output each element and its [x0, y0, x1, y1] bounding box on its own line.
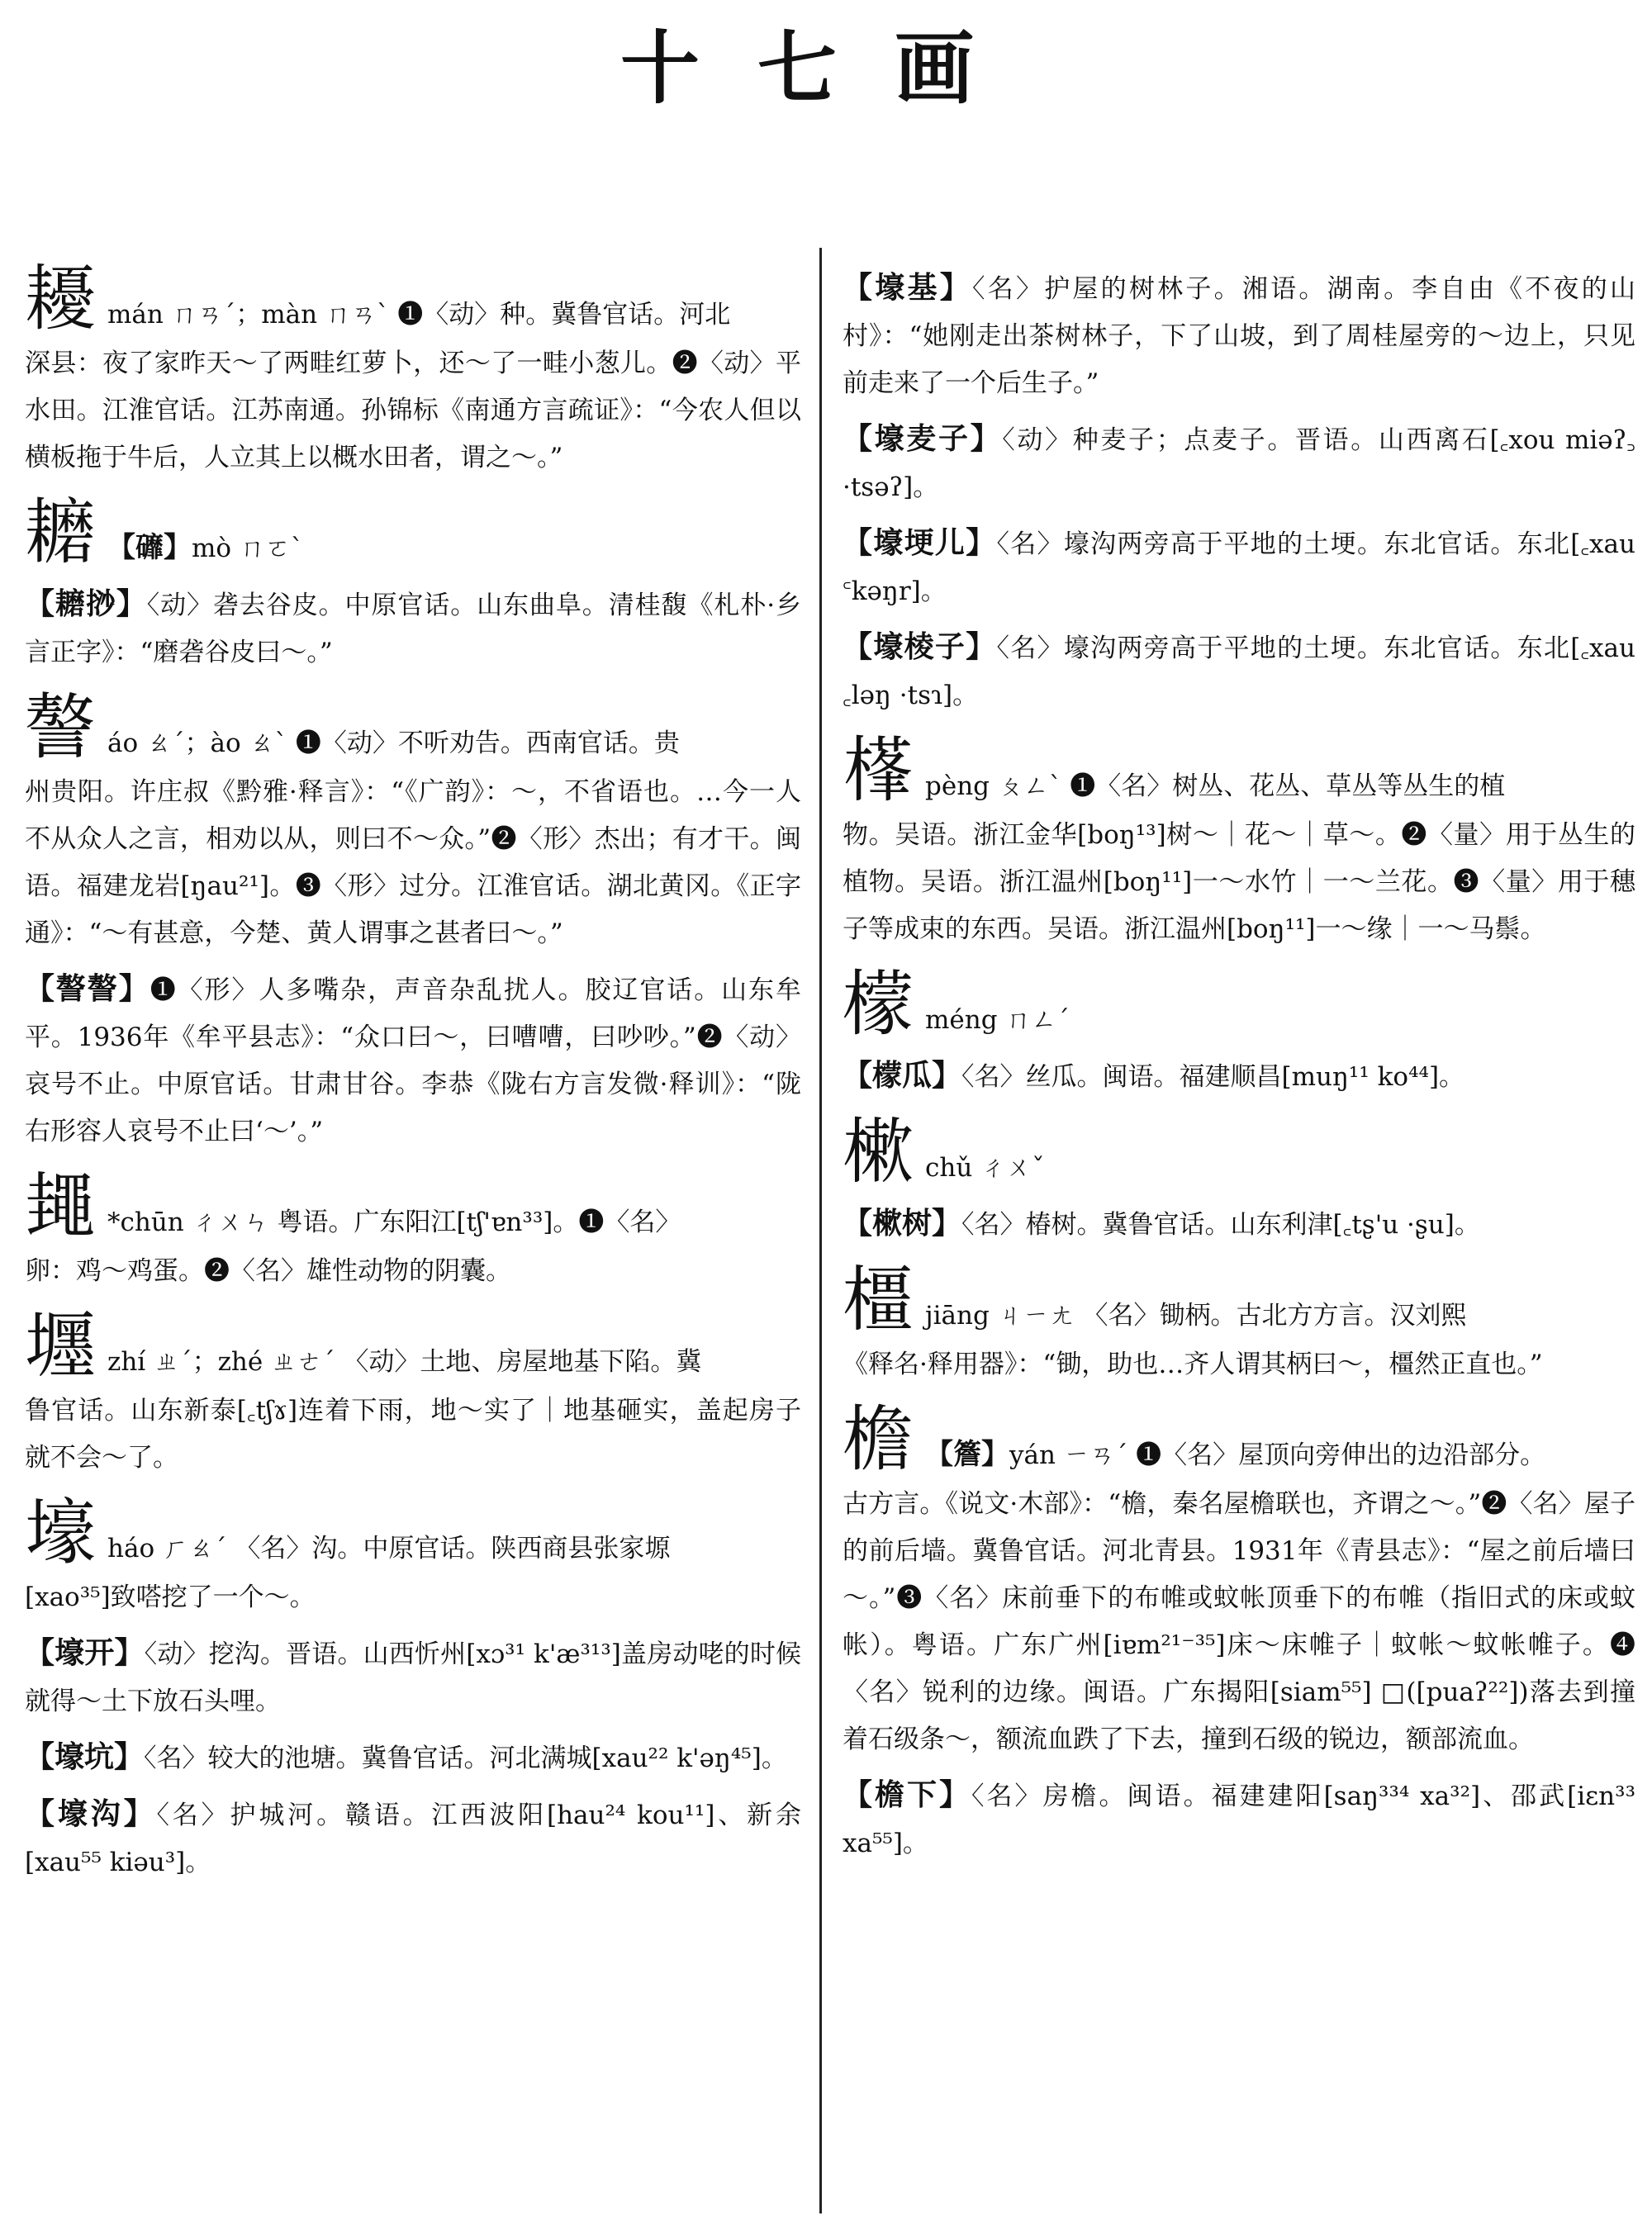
headword-definition: méng ㄇㄥˊ	[925, 1005, 1070, 1035]
headword-char: 壥	[25, 1305, 96, 1388]
compound-word: 【壕基】	[843, 270, 972, 305]
compound-entry	[25, 1791, 801, 1886]
compound-word: 【壕埂儿】	[843, 525, 997, 560]
compound-definition: 〈名〉护屋的树林子。湘语。湖南。李自由《不夜的山村》：“她刚走出茶树林子，下了山坡，到了周桂屋旁的～边上，只见前走来了一个后生子。”	[843, 274, 1635, 398]
headword-char: 䵷	[25, 1165, 96, 1248]
headword-definition: áo ㄠˊ；ào ㄠˋ ❶〈动〉不听劝告。西南官话。贵	[107, 728, 680, 758]
headword-entry	[25, 1167, 801, 1246]
compound-entry	[843, 1052, 1635, 1101]
compound-definition: 〈名〉椿树。冀鲁官话。山东利津[꜀tʂ'u ·ʂu]。	[961, 1210, 1480, 1240]
compound-entry	[843, 1772, 1635, 1867]
compound-word: 【檐下】	[843, 1777, 972, 1812]
compound-definition: 〈名〉丝瓜。闽语。福建顺昌[muŋ¹¹ ko⁴⁴]。	[961, 1062, 1465, 1092]
compound-word: 【壕沟】	[25, 1796, 157, 1831]
headword-entry	[843, 731, 1635, 810]
headword-definition: háo ㄏㄠˊ 〈名〉沟。中原官话。陕西商县张家塬	[107, 1534, 671, 1563]
headword-definition: jiāng ㄐㄧㄤ 〈名〉锄柄。古北方方言。汉刘熙	[925, 1301, 1467, 1331]
definition-text: 深县：夜了家昨天～了两畦红萝卜，还～了一畦小葱儿。❷〈动〉平水田。江淮官话。江苏南通。孙锦标《南通方言疏证》：“今农人但以横板拖于牛后，人立其上以概水田者，谓之～。”	[25, 349, 801, 472]
left-column	[25, 248, 801, 1886]
column-divider	[819, 248, 822, 2213]
compound-word: 【檬瓜】	[843, 1058, 962, 1093]
headword-definition: mò ㄇㄛˋ	[192, 534, 304, 563]
compound-definition: 〈名〉壕沟两旁高于平地的土埂。东北官话。东北[꜀xau ꜀ləŋ ·tsɿ]。	[843, 633, 1635, 710]
compound-definition: 〈名〉房檐。闽语。福建建阳[saŋ³³⁴ xa³²]、邵武[iɛn³³ xa⁵⁵]。	[843, 1782, 1635, 1858]
compound-definition: 〈动〉种麦子；点麦子。晋语。山西离石[꜀xou miəʔ꜆ ·tsəʔ]。	[843, 425, 1635, 502]
headword-char: 耰	[25, 258, 96, 340]
definition-text: 物。吴语。浙江金华[boŋ¹³]树～｜花～｜草～。❷〈量〉用于丛生的植物。吴语。浙江温州[boŋ¹¹]一～水竹｜一～兰花。❸〈量〉用于穗子等成束的东西。吴语。浙江温州[boŋ¹¹]一～缘｜一～马鬃。	[843, 820, 1635, 944]
compound-word: 【壕坑】	[25, 1739, 145, 1774]
definition-text: [xao³⁵]致嗒挖了一个～。	[25, 1582, 316, 1612]
definition-text: 鲁官话。山东新泰[꜀tʃɤ]连着下雨，地～实了｜地基砸实，盖起房子就不会～了。	[25, 1396, 801, 1473]
headword-definition: mán ㄇㄢˊ；màn ㄇㄢˋ ❶〈动〉种。冀鲁官话。河北	[107, 300, 731, 330]
compound-word: 【壕麦子】	[843, 421, 1003, 456]
compound-entry	[843, 1200, 1635, 1249]
headword-entry	[25, 1493, 801, 1573]
headword-definition: yán ㄧㄢˊ ❶〈名〉屋顶向旁伸出的边沿部分。	[1009, 1440, 1546, 1470]
headword-definition: pèng ㄆㄥˋ ❶〈名〉树丛、花丛、草丛等丛生的植	[925, 771, 1506, 801]
compound-entry	[843, 264, 1635, 407]
headword-char: 壕	[25, 1492, 96, 1574]
headword-entry	[25, 1307, 801, 1386]
headword-entry	[25, 259, 801, 339]
compound-definition: ❶〈形〉人多嘴杂，声音杂乱扰人。胶辽官话。山东牟平。1936年《牟平县志》：“众口曰～，曰嘈嘈，曰吵吵。”❷〈动〉哀号不止。中原官话。甘肃甘谷。李恭《陇右方言发微·释训》：“陇右形容人哀号不止曰‘～’。”	[25, 975, 801, 1146]
headword-char: 樥	[843, 729, 914, 812]
definition-text: 《释名·释用器》：“锄，助也…齐人谓其柄曰～，橿然正直也。”	[843, 1350, 1543, 1379]
compound-word: 【謷謷】	[25, 971, 150, 1006]
headword-entry	[25, 493, 801, 572]
compound-definition: 〈名〉护城河。赣语。江西波阳[hau²⁴ kou¹¹]、新余[xau⁵⁵ kiəu³]。	[25, 1801, 801, 1877]
compound-entry	[25, 1734, 801, 1782]
headword-entry	[843, 1113, 1635, 1192]
headword-char: 謷	[25, 686, 96, 769]
compound-entry	[843, 415, 1635, 511]
compound-definition: 〈名〉较大的池塘。冀鲁官话。河北满城[xau²² k'əŋ⁴⁵]。	[144, 1744, 787, 1773]
definition-text: 州贵阳。许庄叔《黔雅·释言》：“《广韵》：～，不省语也。…今一人不从众人之言，相劝以从，则曰不～众。”❷〈形〉杰出；有才干。闽语。福建龙岩[ŋau²¹]。❸〈形〉过分。江淮官话。湖北黄冈。《正字通》：“～有甚意，今楚、黄人谓事之甚者曰～。”	[25, 777, 801, 948]
compound-entry	[843, 624, 1635, 719]
compound-word: 【樕树】	[843, 1206, 962, 1241]
headword-variant: 【䃺】	[107, 531, 192, 564]
headword-entry	[843, 1260, 1635, 1340]
headword-entry	[843, 1400, 1635, 1479]
compound-entry	[25, 966, 801, 1155]
headword-definition: zhí ㄓˊ；zhé ㄓㄜˊ 〈动〉土地、房屋地基下陷。冀	[107, 1347, 702, 1377]
headword-char: 樕	[843, 1111, 914, 1193]
headword-char: 檐	[843, 1398, 914, 1481]
compound-definition: 〈动〉挖沟。晋语。山西忻州[xɔ³¹ k'æ³¹³]盖房动咾的时候就得～土下放石头哩。	[25, 1639, 801, 1716]
compound-entry	[843, 520, 1635, 615]
page-title: 十七画	[620, 21, 1032, 115]
compound-definition: 〈动〉砻去谷皮。中原官话。山东曲阜。清桂馥《札朴·乡言正字》：“磨砻谷皮曰～。”	[25, 591, 801, 667]
headword-char: 橿	[843, 1259, 914, 1341]
headword-char: 檬	[843, 963, 914, 1046]
definition-text: 卵：鸡～鸡蛋。❷〈名〉雄性动物的阴囊。	[25, 1256, 511, 1286]
headword-entry	[25, 688, 801, 767]
headword-definition: chǔ ㄔㄨˇ	[925, 1153, 1045, 1183]
headword-entry	[843, 965, 1635, 1044]
compound-word: 【耱挱】	[25, 586, 147, 621]
compound-entry	[25, 581, 801, 676]
definition-text: 古方言。《说文·木部》：“檐，秦名屋檐联也，齐谓之～。”❷〈名〉屋子的前后墙。冀鲁官话。河北青县。1931年《青县志》：“屋之前后墙曰～。”❸〈名〉床前垂下的布帷或蚊帐顶垂下的布帷（指旧式的床或蚊帐）。粤语。广东广州[iɐm²¹⁻³⁵]床～床帷子｜蚊帐～蚊帐帷子。❹〈名〉锐利的边缘。闽语。广东揭阳[siam⁵⁵] □([puaʔ²²])落去到撞着石级条～，额流血跌了下去，撞到石级的锐边，额部流血。	[843, 1489, 1635, 1754]
headword-definition: *chūn ㄔㄨㄣ 粤语。广东阳江[tʃ'ɐn³³]。❶〈名〉	[107, 1208, 681, 1237]
compound-word: 【壕棱子】	[843, 629, 997, 664]
compound-word: 【壕开】	[25, 1635, 145, 1670]
headword-variant: 【簷】	[925, 1438, 1009, 1471]
headword-char: 耱	[25, 491, 96, 574]
compound-entry	[25, 1630, 801, 1725]
right-column	[843, 256, 1635, 1867]
compound-definition: 〈名〉壕沟两旁高于平地的土埂。东北官话。东北[꜀xau ꜂kəŋr]。	[843, 529, 1635, 606]
